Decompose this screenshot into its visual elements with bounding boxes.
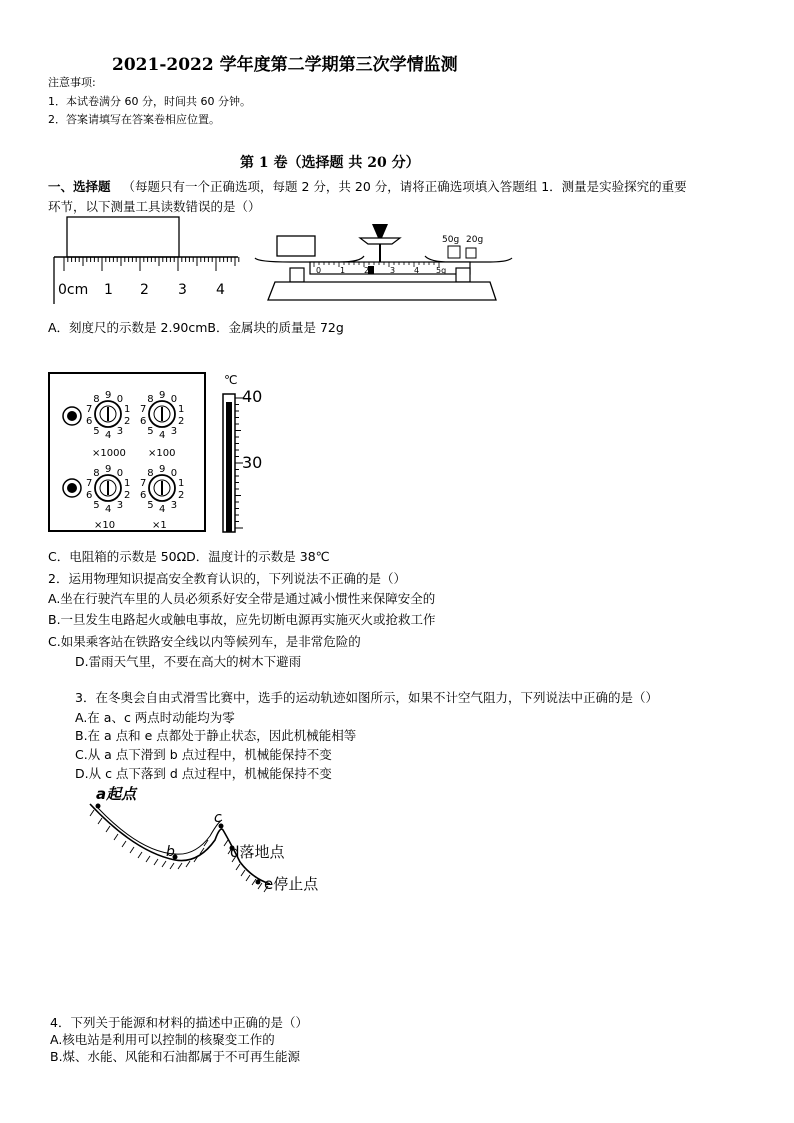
dial-digit: 0	[170, 467, 178, 479]
dial-digit: 6	[85, 490, 93, 502]
dial-digit: 7	[85, 477, 93, 489]
left-pan	[255, 256, 364, 262]
dial-digit: 7	[139, 477, 147, 489]
dial-digit: 4	[105, 430, 112, 441]
q3-stem: 3．在冬奥会自由式滑雪比赛中，选手的运动轨迹如图所示，如果不计空气阻力，下列说法中正确的是（）	[75, 690, 658, 705]
dial-digit: 8	[93, 393, 100, 405]
ruler-figure	[50, 212, 240, 307]
dial-digit: 9	[159, 464, 166, 475]
ruler-label: 0cm	[58, 282, 89, 298]
section-intro-line1: （每题只有一个正确选项，每题 2 分，共 20 分，请将正确选项填入答题组 1．测量是实验探究的重要	[122, 179, 687, 194]
ground-hatch	[224, 840, 228, 846]
weight-label-50g: 50g	[442, 235, 460, 245]
balance-pointer-top	[372, 224, 388, 238]
ruler-label: 2	[140, 282, 149, 298]
point-e	[256, 880, 261, 885]
dial-digit: 1	[178, 403, 185, 415]
q3-option-d: D.从 c 点下落到 d 点过程中，机械能保持不变	[75, 766, 332, 781]
dial-digit: 0	[116, 467, 124, 479]
notice-1: 1．本试卷满分 60 分，时间共 60 分钟。	[48, 95, 251, 108]
q2-option-d: D.雷雨天气里，不要在高大的树木下避雨	[75, 654, 302, 669]
dial-digit: 6	[139, 416, 147, 428]
thermometer-unit: ℃	[224, 373, 238, 387]
q1-option-cd: C．电阻箱的示数是 50ΩD．温度计的示数是 38℃	[48, 549, 330, 564]
dial-digit: 4	[105, 504, 112, 515]
ground-hatch	[186, 861, 190, 867]
dial-digit: 1	[124, 477, 131, 489]
thermometer-label-30: 30	[242, 453, 263, 472]
ground-hatch	[241, 870, 245, 876]
thermometer-liquid	[226, 402, 232, 532]
section-title: 第 1 卷（选择题 共 20 分）	[240, 155, 420, 171]
ground-hatch	[252, 879, 256, 885]
q2-stem: 2．运用物理知识提高安全教育认识的，下列说法不正确的是（）	[48, 571, 406, 586]
point-a	[96, 804, 101, 809]
ground-hatch	[246, 875, 250, 881]
metal-block	[277, 236, 315, 256]
dial-digit: 1	[124, 403, 131, 415]
beam-label: 4	[414, 266, 420, 275]
dial-digit: 5	[93, 426, 100, 438]
beam-label: 5g	[436, 266, 447, 275]
ground-hatch	[98, 818, 102, 824]
measured-block	[67, 217, 179, 257]
ground-hatch	[236, 864, 240, 870]
resistance-box-frame	[49, 373, 205, 531]
label-e: e停止点	[264, 875, 319, 893]
dial-digit: 5	[147, 500, 154, 512]
thermometer-label-40: 40	[242, 387, 263, 406]
dial-digit: 8	[93, 467, 100, 479]
ruler-labels	[58, 282, 225, 298]
ground-hatch	[138, 852, 142, 858]
dial-digit: 0	[170, 393, 178, 405]
beam-label: 0	[316, 266, 322, 275]
dial-digit: 3	[116, 500, 124, 512]
dial-digit: 9	[105, 464, 112, 475]
ski-track-figure	[80, 782, 340, 902]
notice-2: 2．答案请填写在答案卷相应位置。	[48, 113, 220, 126]
label-d: d落地点	[230, 843, 285, 861]
dial-digit: 5	[93, 500, 100, 512]
q3-option-c: C.从 a 点下滑到 b 点过程中，机械能保持不变	[75, 747, 332, 762]
balance-base	[268, 282, 496, 300]
balance-figure	[250, 220, 515, 305]
dial-digit: 3	[170, 500, 178, 512]
label-a: a起点	[96, 785, 137, 803]
ground-hatch	[90, 810, 94, 816]
dial-multiplier: ×1	[152, 520, 167, 531]
ground-hatch	[106, 826, 110, 832]
dial-digit: 8	[147, 393, 154, 405]
dial-multiplier: ×1000	[92, 448, 126, 459]
dial-digit: 2	[124, 416, 131, 428]
dial-digit: 5	[147, 426, 154, 438]
dial-digit: 0	[116, 393, 124, 405]
dial-digit: 3	[116, 426, 124, 438]
notice-heading: 注意事项:	[48, 76, 96, 89]
section-intro-line2: 环节，以下测量工具读数错误的是（）	[48, 199, 261, 214]
q4-stem: 4．下列关于能源和材料的描述中正确的是（）	[50, 1015, 308, 1030]
ground-hatch	[162, 861, 166, 867]
ground-hatch	[146, 856, 150, 862]
dial-multiplier: ×10	[94, 520, 116, 531]
ground-hatch	[130, 847, 134, 853]
ground-hatch	[122, 841, 126, 847]
label-c: c	[214, 810, 222, 826]
resistance-box-figure	[48, 372, 208, 534]
ground-hatch	[114, 834, 118, 840]
dial-digit: 9	[105, 390, 112, 401]
beam-label: 3	[390, 266, 396, 275]
dial-digit: 6	[139, 490, 147, 502]
dial-digit: 2	[178, 490, 185, 502]
q2-option-b: B.一旦发生电路起火或触电事故，应先切断电源再实施灭火或抢救工作	[48, 612, 436, 627]
q2-option-c: C.如果乘客站在铁路安全线以内等候列车，是非常危险的	[48, 634, 361, 649]
ruler-label: 4	[216, 282, 225, 298]
dial-digit: 9	[159, 390, 166, 401]
ground-hatch	[178, 863, 182, 869]
dial-digit: 4	[159, 430, 166, 441]
ground-hatch	[154, 859, 158, 865]
ruler-label: 1	[104, 282, 113, 298]
dial-digit: 2	[124, 490, 131, 502]
question-1-intro	[48, 177, 687, 195]
dial-digit: 8	[147, 467, 154, 479]
dial-digit: 6	[85, 416, 93, 428]
weight-label-20g: 20g	[466, 235, 484, 245]
beam-label: 1	[340, 266, 346, 275]
dial-digit: 4	[159, 504, 166, 515]
q4-option-b: B.煤、水能、风能和石油都属于不可再生能源	[50, 1049, 301, 1064]
beam-label: 2	[364, 266, 370, 275]
q3-option-b: B.在 a 点和 e 点都处于静止状态，因此机械能相等	[75, 728, 357, 743]
dial-multiplier: ×100	[148, 448, 176, 459]
dial-digit: 7	[139, 403, 147, 415]
section-heading: 一、选择题	[48, 179, 111, 194]
dial-digit: 2	[178, 416, 185, 428]
q4-option-a: A.核电站是利用可以控制的核聚变工作的	[50, 1032, 275, 1047]
q1-option-ab: A．刻度尺的示数是 2.90cmB．金属块的质量是 72g	[48, 320, 344, 335]
q3-option-a: A.在 a、c 两点时动能均为零	[75, 710, 235, 725]
dial-digit: 1	[178, 477, 185, 489]
ground-hatch	[170, 863, 174, 869]
label-b: b	[166, 844, 175, 860]
ruler-label: 3	[178, 282, 187, 298]
exam-title: 2021-2022 学年度第二学期第三次学情监测	[112, 55, 458, 75]
dial-digit: 3	[170, 426, 178, 438]
thermometer-figure	[210, 372, 270, 534]
q2-option-a: A.坐在行驶汽车里的人员必须系好安全带是通过减小惯性来保障安全的	[48, 591, 436, 606]
dial-digit: 7	[85, 403, 93, 415]
